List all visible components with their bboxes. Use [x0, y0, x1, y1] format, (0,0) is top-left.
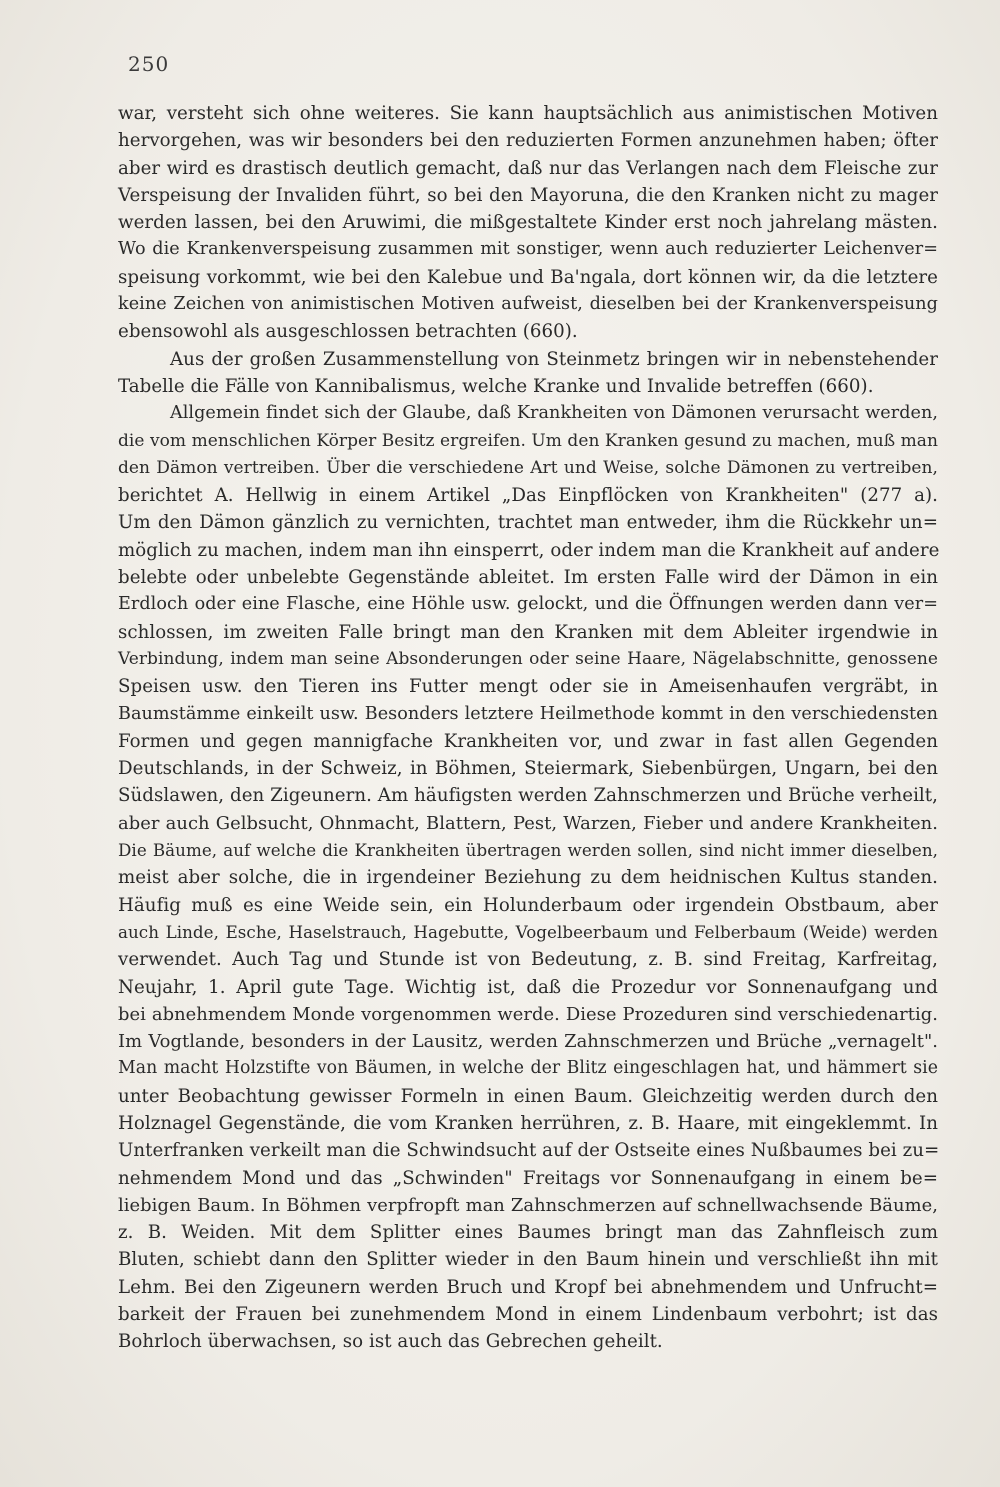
text-line: Verbindung, indem man seine Absonderungen oder seine Haare, Nägelabschnitte, genossene [118, 648, 938, 669]
text-line: Verspeisung der Invaliden führt, so bei den Mayoruna, die den Kranken nicht zu mager [118, 184, 938, 206]
text-line: Bluten, schiebt dann den Splitter wieder in den Baum hinein und verschließt ihn mit [118, 1249, 938, 1271]
text-line: aber auch Gelbsucht, Ohnmacht, Blattern, Pest, Warzen, Fieber und andere Krankheiten. [118, 812, 938, 834]
text-line: belebte oder unbelebte Gegenstände ableitet. Im ersten Falle wird der Dämon in ein [118, 567, 938, 589]
text-line: Die Bäume, auf welche die Krankheiten übertragen werden sollen, sind nicht immer dieselben, [118, 840, 938, 861]
text-line: ebensowohl als ausgeschlossen betrachten (660). [118, 321, 578, 343]
text-line: Holznagel Gegenstände, die vom Kranken herrühren, z. B. Haare, mit eingeklemmt. In [118, 1112, 938, 1134]
text-line: nehmendem Mond und das „Schwinden" Freitags vor Sonnenaufgang in einem be= [118, 1167, 938, 1189]
text-line: berichtet A. Hellwig in einem Artikel „Das Einpflöcken von Krankheiten" (277 a). [118, 485, 938, 507]
text-line: die vom menschlichen Körper Besitz ergreifen. Um den Kranken gesund zu machen, muß man [118, 430, 938, 451]
text-line: barkeit der Frauen bei zunehmendem Mond in einem Lindenbaum verbohrt; ist das [118, 1304, 938, 1326]
text-line: liebigen Baum. In Böhmen verpfropft man Zahnschmerzen auf schnellwachsende Bäume, [118, 1194, 938, 1216]
text-line: Südslawen, den Zigeunern. Am häufigsten werden Zahnschmerzen und Brüche verheilt, [118, 785, 938, 807]
text-line: Allgemein findet sich der Glaube, daß Krankheiten von Dämonen verursacht werden, [170, 403, 938, 424]
text-line: Wo die Krankenverspeisung zusammen mit sonstiger, wenn auch reduzierter Leichenver= [118, 239, 938, 260]
text-line: aber wird es drastisch deutlich gemacht, daß nur das Verlangen nach dem Fleische zur [118, 157, 938, 179]
text-line: Bohrloch überwachsen, so ist auch das Gebrechen geheilt. [118, 1331, 663, 1353]
text-line: war, versteht sich ohne weiteres. Sie kann hauptsächlich aus animistischen Motiven [118, 103, 938, 124]
text-line: Tabelle die Fälle von Kannibalismus, welche Kranke und Invalide betreffen (660). [118, 375, 874, 397]
text-line: Erdloch oder eine Flasche, eine Höhle usw. gelockt, und die Öffnungen werden dann ver= [118, 594, 938, 615]
text-line: verwendet. Auch Tag und Stunde ist von Bedeutung, z. B. sind Freitag, Karfreitag, [118, 949, 938, 971]
text-line: Häufig muß es eine Weide sein, ein Holunderbaum oder irgendein Obstbaum, aber [118, 894, 938, 916]
text-line: bei abnehmendem Monde vorgenommen werde. Diese Prozeduren sind verschiedenartig. [118, 1003, 938, 1025]
text-line: schlossen, im zweiten Falle bringt man den Kranken mit dem Ableiter irgendwie in [118, 621, 938, 643]
text-line: Neujahr, 1. April gute Tage. Wichtig ist, daß die Prozedur vor Sonnenaufgang und [118, 976, 938, 998]
text-line: Speisen usw. den Tieren ins Futter mengt oder sie in Ameisenhaufen vergräbt, in [118, 676, 938, 698]
text-line: Lehm. Bei den Zigeunern werden Bruch und Kropf bei abnehmendem und Unfrucht= [118, 1276, 938, 1298]
page-number: 250 [128, 52, 170, 76]
text-line: Im Vogtlande, besonders in der Lausitz, werden Zahnschmerzen und Brüche „vernagelt". [118, 1031, 938, 1053]
text-line: möglich zu machen, indem man ihn einsperrt, oder indem man die Krankheit auf andere [118, 539, 940, 561]
text-line: auch Linde, Esche, Haselstrauch, Hagebutte, Vogelbeerbaum und Felberbaum (Weide) werden [118, 921, 938, 942]
body-text [118, 100, 938, 1356]
text-line: hervorgehen, was wir besonders bei den reduzierten Formen anzunehmen haben; öfter [118, 130, 938, 152]
text-line: meist aber solche, die in irgendeiner Beziehung zu dem heidnischen Kultus standen. [118, 867, 938, 889]
text-line: z. B. Weiden. Mit dem Splitter eines Baumes bringt man das Zahnfleisch zum [118, 1222, 938, 1244]
text-line: speisung vorkommt, wie bei den Kalebue und Ba'ngala, dort können wir, da die letztere [118, 266, 938, 288]
text-line: Deutschlands, in der Schweiz, in Böhmen, Steiermark, Siebenbürgen, Ungarn, bei den [118, 758, 938, 780]
text-line: werden lassen, bei den Aruwimi, die mißgestaltete Kinder erst noch jahrelang mästen. [118, 212, 938, 234]
text-line: Baumstämme einkeilt usw. Besonders letztere Heilmethode kommt in den verschiedensten [118, 703, 938, 724]
text-line: keine Zeichen von animistischen Motiven aufweist, dieselben bei der Krankenverspeisung [118, 294, 938, 315]
text-line: Unterfranken verkeilt man die Schwindsucht auf der Ostseite eines Nußbaumes bei zu= [118, 1140, 940, 1162]
text-line: Man macht Holzstifte von Bäumen, in welche der Blitz eingeschlagen hat, und hämmert sie [118, 1058, 938, 1079]
text-line: Aus der großen Zusammenstellung von Steinmetz bringen wir in nebenstehender [170, 348, 938, 370]
text-line: unter Beobachtung gewisser Formeln in einen Baum. Gleichzeitig werden durch den [118, 1085, 938, 1107]
text-line: Formen und gegen mannigfache Krankheiten vor, und zwar in fast allen Gegenden [118, 730, 938, 752]
text-line: den Dämon vertreiben. Über die verschiedene Art und Weise, solche Dämonen zu vertreiben, [118, 457, 938, 478]
text-line: Um den Dämon gänzlich zu vernichten, trachtet man entweder, ihm die Rückkehr un= [118, 512, 938, 534]
